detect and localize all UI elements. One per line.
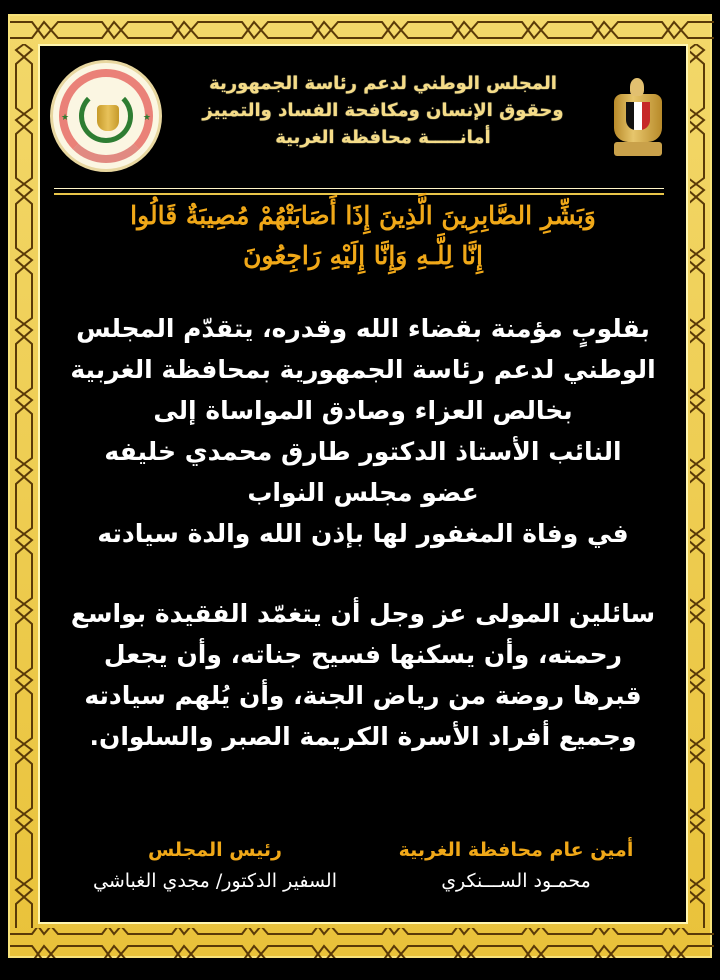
quran-verse xyxy=(40,196,686,276)
seal-eagle-icon xyxy=(97,105,119,131)
message-line: عضو مجلس النواب xyxy=(247,478,479,507)
message-line: سائلين المولى عز وجل أن يتغمّد الفقيدة بواسع xyxy=(70,599,656,628)
verse-line-1: وَبَشِّرِ الصَّابِرِينَ الَّذِينَ إِذَا أَصَابَتْهُمْ مُصِيبَةٌ قَالُوا xyxy=(130,201,596,230)
title-line-2: وحقوق الإنسان ومكافحة الفساد والتمييز xyxy=(202,100,564,121)
ornamental-gold-frame xyxy=(8,14,712,958)
message-line: بقلوبٍ مؤمنة بقضاء الله وقدره، يتقدّم المجلس xyxy=(76,314,650,343)
header xyxy=(40,46,686,188)
flag-shield-icon xyxy=(626,102,650,130)
content-panel xyxy=(38,44,688,924)
star-icon: ★ xyxy=(61,113,70,123)
organization-title xyxy=(180,70,586,151)
message-line: قبرها روضة من رياض الجنة، وأن يُلهم سيادته xyxy=(84,681,642,710)
message-line: رحمته، وأن يسكنها فسيح جناته، وأن يجعل xyxy=(103,640,623,669)
signature-council-president xyxy=(70,836,360,898)
message-line: النائب الأستاذ الدكتور طارق محمدي خليفه xyxy=(104,437,622,466)
signature-title: رئيس المجلس xyxy=(148,839,282,861)
message-line: بخالص العزاء وصادق المواساة إلى xyxy=(153,396,573,425)
signature-name: السفير الدكتور/ مجدي الغباشي xyxy=(93,870,337,892)
eagle-base xyxy=(614,142,662,156)
paragraph-gap xyxy=(40,554,686,593)
star-icon: ★ xyxy=(142,113,151,123)
eagle-head xyxy=(630,78,644,96)
message-line: وجميع أفراد الأسرة الكريمة الصبر والسلوان. xyxy=(89,722,637,751)
signature-title: أمين عام محافظة الغربية xyxy=(398,839,634,861)
message-line: الوطني لدعم رئاسة الجمهورية بمحافظة الغربية xyxy=(70,355,656,384)
signature-secretary-general xyxy=(366,836,666,898)
header-divider xyxy=(54,188,664,195)
signature-name: محمـود الســـنكري xyxy=(441,870,591,892)
council-seal-logo-icon xyxy=(50,60,162,172)
verse-line-2: إِنَّا لِلَّـهِ وَإِنَّا إِلَيْهِ رَاجِعُونَ xyxy=(243,241,483,270)
title-line-1: المجلس الوطني لدعم رئاسة الجمهورية xyxy=(209,73,557,94)
title-line-3: أمانـــــة محافظة الغربية xyxy=(275,127,491,148)
condolence-message xyxy=(40,308,686,757)
egypt-eagle-emblem-icon xyxy=(608,76,668,160)
message-line: في وفاة المغفور لها بإذن الله والدة سيادته xyxy=(97,519,629,548)
